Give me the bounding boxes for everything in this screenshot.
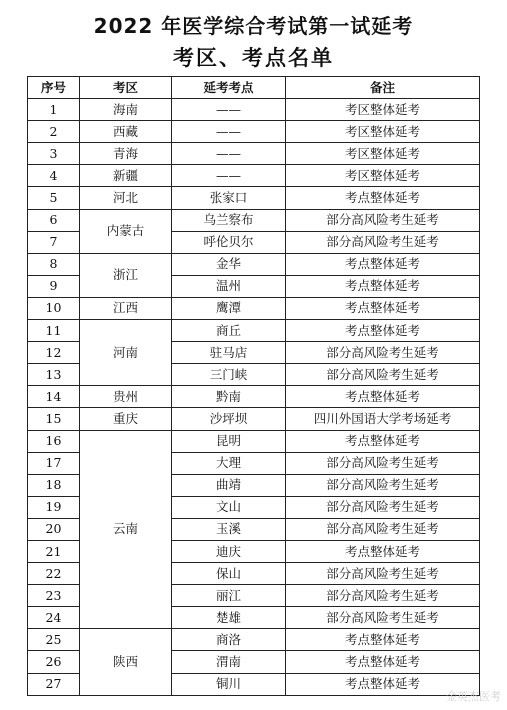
cell-note: 部分高风险考生延考 <box>286 563 480 585</box>
cell-note: 考点整体延考 <box>286 629 480 651</box>
cell-site: 三门峡 <box>172 364 286 386</box>
cell-site: 大理 <box>172 452 286 474</box>
cell-no: 19 <box>28 496 80 518</box>
cell-note: 考区整体延考 <box>286 99 480 121</box>
cell-region: 江西 <box>80 297 172 319</box>
header-site: 延考考点 <box>172 77 286 99</box>
cell-note: 考点整体延考 <box>286 430 480 452</box>
cell-site: 沙坪坝 <box>172 408 286 430</box>
cell-region: 内蒙古 <box>80 209 172 253</box>
table-row <box>28 187 480 209</box>
cell-note: 部分高风险考生延考 <box>286 364 480 386</box>
cell-note: 考点整体延考 <box>286 540 480 562</box>
cell-no: 14 <box>28 386 80 408</box>
table-row <box>28 629 480 651</box>
cell-region: 陕西 <box>80 629 172 695</box>
cell-no: 1 <box>28 99 80 121</box>
cell-site: —— <box>172 143 286 165</box>
table-row <box>28 320 480 342</box>
cell-site: 昆明 <box>172 430 286 452</box>
cell-site: —— <box>172 165 286 187</box>
cell-no: 18 <box>28 474 80 496</box>
cell-site: 文山 <box>172 496 286 518</box>
cell-site: 丽江 <box>172 585 286 607</box>
cell-region: 海南 <box>80 99 172 121</box>
table-row <box>28 408 480 430</box>
table-row <box>28 99 480 121</box>
cell-region: 重庆 <box>80 408 172 430</box>
cell-site: 呼伦贝尔 <box>172 231 286 253</box>
cell-note: 部分高风险考生延考 <box>286 231 480 253</box>
cell-note: 考点整体延考 <box>286 253 480 275</box>
cell-site: 曲靖 <box>172 474 286 496</box>
cell-site: 鹰潭 <box>172 297 286 319</box>
cell-note: 考点整体延考 <box>286 320 480 342</box>
cell-region: 河南 <box>80 320 172 386</box>
cell-no: 5 <box>28 187 80 209</box>
cell-note: 考点整体延考 <box>286 275 480 297</box>
cell-site: 商丘 <box>172 320 286 342</box>
cell-no: 24 <box>28 607 80 629</box>
cell-no: 17 <box>28 452 80 474</box>
cell-no: 22 <box>28 563 80 585</box>
cell-note: 考点整体延考 <box>286 386 480 408</box>
cell-note: 部分高风险考生延考 <box>286 342 480 364</box>
table-row <box>28 143 480 165</box>
cell-no: 9 <box>28 275 80 297</box>
cell-no: 7 <box>28 231 80 253</box>
cell-no: 27 <box>28 673 80 695</box>
cell-site: 玉溪 <box>172 518 286 540</box>
cell-note: 部分高风险考生延考 <box>286 607 480 629</box>
table-row <box>28 386 480 408</box>
cell-no: 8 <box>28 253 80 275</box>
cell-note: 考点整体延考 <box>286 297 480 319</box>
cell-site: 黔南 <box>172 386 286 408</box>
cell-site: 铜川 <box>172 673 286 695</box>
cell-note: 四川外国语大学考场延考 <box>286 408 480 430</box>
cell-no: 6 <box>28 209 80 231</box>
cell-site: 迪庆 <box>172 540 286 562</box>
cell-site: 楚雄 <box>172 607 286 629</box>
cell-note: 考点整体延考 <box>286 673 480 695</box>
cell-note: 考区整体延考 <box>286 165 480 187</box>
cell-site: 商洛 <box>172 629 286 651</box>
cell-note: 部分高风险考生延考 <box>286 209 480 231</box>
cell-site: 保山 <box>172 563 286 585</box>
header-region: 考区 <box>80 77 172 99</box>
cell-note: 考点整体延考 <box>286 651 480 673</box>
cell-site: —— <box>172 99 286 121</box>
cell-no: 3 <box>28 143 80 165</box>
table-body <box>28 99 480 696</box>
cell-no: 26 <box>28 651 80 673</box>
watermark: 金英杰医考 <box>446 690 501 703</box>
cell-site: —— <box>172 121 286 143</box>
cell-note: 部分高风险考生延考 <box>286 452 480 474</box>
cell-note: 考区整体延考 <box>286 121 480 143</box>
cell-site: 渭南 <box>172 651 286 673</box>
cell-no: 21 <box>28 540 80 562</box>
cell-note: 部分高风险考生延考 <box>286 585 480 607</box>
deferred-exam-table <box>27 76 480 696</box>
table-row <box>28 430 480 452</box>
cell-region: 河北 <box>80 187 172 209</box>
cell-site: 乌兰察布 <box>172 209 286 231</box>
title-line-2: 考区、考点名单 <box>173 46 334 70</box>
table-row <box>28 209 480 231</box>
cell-site: 金华 <box>172 253 286 275</box>
title-line-1: 2022 年医学综合考试第一试延考 <box>93 14 414 38</box>
cell-no: 15 <box>28 408 80 430</box>
cell-note: 部分高风险考生延考 <box>286 518 480 540</box>
cell-region: 新疆 <box>80 165 172 187</box>
cell-region: 青海 <box>80 143 172 165</box>
table-row <box>28 297 480 319</box>
cell-no: 25 <box>28 629 80 651</box>
cell-no: 10 <box>28 297 80 319</box>
cell-region: 云南 <box>80 430 172 629</box>
header-no: 序号 <box>28 77 80 99</box>
table-row <box>28 121 480 143</box>
cell-region: 浙江 <box>80 253 172 297</box>
cell-no: 2 <box>28 121 80 143</box>
cell-note: 部分高风险考生延考 <box>286 496 480 518</box>
cell-note: 部分高风险考生延考 <box>286 474 480 496</box>
cell-site: 温州 <box>172 275 286 297</box>
cell-site: 驻马店 <box>172 342 286 364</box>
cell-no: 12 <box>28 342 80 364</box>
cell-no: 11 <box>28 320 80 342</box>
cell-no: 4 <box>28 165 80 187</box>
cell-region: 贵州 <box>80 386 172 408</box>
cell-no: 13 <box>28 364 80 386</box>
cell-no: 20 <box>28 518 80 540</box>
cell-no: 16 <box>28 430 80 452</box>
cell-site: 张家口 <box>172 187 286 209</box>
table-header-row <box>28 77 480 99</box>
header-note: 备注 <box>286 77 480 99</box>
cell-region: 西藏 <box>80 121 172 143</box>
cell-note: 考点整体延考 <box>286 187 480 209</box>
table-row <box>28 165 480 187</box>
cell-no: 23 <box>28 585 80 607</box>
cell-note: 考区整体延考 <box>286 143 480 165</box>
table-row <box>28 253 480 275</box>
